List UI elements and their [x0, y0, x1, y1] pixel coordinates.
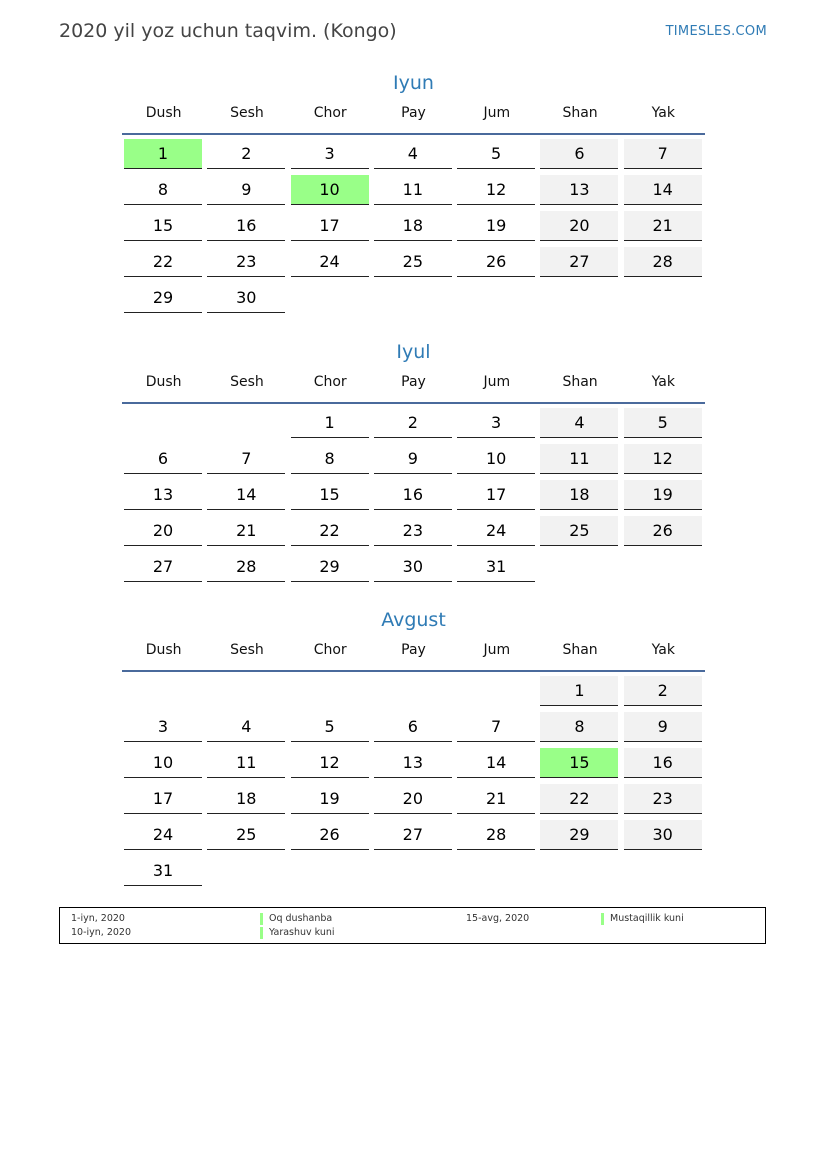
legend-date: 1-iyn, 2020: [71, 913, 125, 924]
week-row: [122, 552, 705, 588]
week-row: [122, 175, 705, 211]
day-cell: 25: [207, 820, 285, 850]
weekday-header: [122, 103, 705, 135]
month-june: [122, 69, 705, 319]
weekday-label: Yak: [651, 105, 675, 121]
day-cell: 2: [207, 139, 285, 169]
weekday-label: Sesh: [230, 374, 264, 390]
day-cell: 16: [374, 480, 452, 510]
weekday-label: Dush: [145, 642, 182, 658]
empty-cell: [540, 552, 618, 582]
empty-cell: [291, 676, 369, 706]
day-cell: 6: [124, 444, 202, 474]
day-cell: 21: [624, 211, 702, 241]
weekday-header: [122, 640, 705, 672]
day-cell: 6: [540, 139, 618, 169]
weekday-label: Shan: [562, 105, 598, 121]
weeks: [122, 672, 705, 892]
day-cell: 10: [124, 748, 202, 778]
day-cell: 8: [540, 712, 618, 742]
week-row: [122, 408, 705, 444]
day-cell: 26: [624, 516, 702, 546]
day-cell: 9: [624, 712, 702, 742]
day-cell: 5: [624, 408, 702, 438]
day-cell: 9: [374, 444, 452, 474]
day-cell: 4: [374, 139, 452, 169]
day-cell: 15: [540, 748, 618, 778]
weekday-label: Jum: [483, 105, 511, 121]
day-cell: 27: [374, 820, 452, 850]
day-cell: 10: [291, 175, 369, 205]
day-cell: 19: [624, 480, 702, 510]
week-row: [122, 784, 705, 820]
month-name: Iyun: [393, 72, 434, 94]
day-cell: 1: [291, 408, 369, 438]
day-cell: 5: [457, 139, 535, 169]
day-cell: 9: [207, 175, 285, 205]
week-row: [122, 211, 705, 247]
day-cell: 3: [291, 139, 369, 169]
empty-cell: [457, 283, 535, 313]
day-cell: 7: [624, 139, 702, 169]
day-cell: 1: [540, 676, 618, 706]
empty-cell: [207, 676, 285, 706]
day-cell: 8: [291, 444, 369, 474]
month-july: [122, 338, 705, 588]
day-cell: 21: [207, 516, 285, 546]
day-cell: 30: [374, 552, 452, 582]
weekday-label: Yak: [651, 642, 675, 658]
day-cell: 27: [540, 247, 618, 277]
week-row: [122, 247, 705, 283]
day-cell: 15: [291, 480, 369, 510]
empty-cell: [124, 408, 202, 438]
day-cell: 8: [124, 175, 202, 205]
day-cell: 29: [291, 552, 369, 582]
day-cell: 30: [624, 820, 702, 850]
day-cell: 22: [291, 516, 369, 546]
weekday-label: Sesh: [230, 642, 264, 658]
weekday-header: [122, 372, 705, 404]
day-cell: 26: [291, 820, 369, 850]
day-cell: 13: [374, 748, 452, 778]
day-cell: 31: [124, 856, 202, 886]
day-cell: 7: [457, 712, 535, 742]
day-cell: 19: [291, 784, 369, 814]
weekday-label: Dush: [145, 374, 182, 390]
holiday-legend: [59, 907, 766, 944]
week-row: [122, 676, 705, 712]
day-cell: 5: [291, 712, 369, 742]
day-cell: 3: [457, 408, 535, 438]
empty-cell: [207, 856, 285, 886]
empty-cell: [374, 856, 452, 886]
empty-cell: [624, 856, 702, 886]
weekday-label: Chor: [313, 105, 347, 121]
day-cell: 23: [624, 784, 702, 814]
day-cell: 17: [124, 784, 202, 814]
empty-cell: [291, 856, 369, 886]
day-cell: 20: [374, 784, 452, 814]
day-cell: 25: [374, 247, 452, 277]
day-cell: 20: [124, 516, 202, 546]
weekday-label: Sesh: [230, 105, 264, 121]
day-cell: 10: [457, 444, 535, 474]
day-cell: 18: [374, 211, 452, 241]
legend-date: 10-iyn, 2020: [71, 927, 132, 938]
day-cell: 28: [624, 247, 702, 277]
weekday-label: Yak: [651, 374, 675, 390]
weekday-label: Dush: [145, 105, 182, 121]
day-cell: 21: [457, 784, 535, 814]
weekday-label: Jum: [483, 374, 511, 390]
day-cell: 23: [207, 247, 285, 277]
day-cell: 2: [624, 676, 702, 706]
page-title: 2020 yil yoz uchun taqvim. (Kongo): [59, 20, 397, 42]
week-row: [122, 139, 705, 175]
day-cell: 6: [374, 712, 452, 742]
day-cell: 20: [540, 211, 618, 241]
day-cell: 23: [374, 516, 452, 546]
day-cell: 14: [207, 480, 285, 510]
empty-cell: [457, 676, 535, 706]
empty-cell: [540, 856, 618, 886]
day-cell: 14: [624, 175, 702, 205]
legend-holiday-name: Yarashuv kuni: [260, 927, 335, 939]
day-cell: 29: [124, 283, 202, 313]
week-row: [122, 480, 705, 516]
empty-cell: [624, 283, 702, 313]
weeks: [122, 404, 705, 588]
week-row: [122, 748, 705, 784]
weekday-label: Shan: [562, 642, 598, 658]
weeks: [122, 135, 705, 319]
day-cell: 3: [124, 712, 202, 742]
empty-cell: [624, 552, 702, 582]
day-cell: 19: [457, 211, 535, 241]
week-row: [122, 283, 705, 319]
day-cell: 12: [624, 444, 702, 474]
empty-cell: [540, 283, 618, 313]
week-row: [122, 820, 705, 856]
day-cell: 17: [457, 480, 535, 510]
legend-holiday-name: Oq dushanba: [260, 913, 332, 925]
day-cell: 28: [207, 552, 285, 582]
weekday-label: Jum: [483, 642, 511, 658]
empty-cell: [457, 856, 535, 886]
day-cell: 24: [124, 820, 202, 850]
week-row: [122, 516, 705, 552]
day-cell: 27: [124, 552, 202, 582]
day-cell: 31: [457, 552, 535, 582]
week-row: [122, 712, 705, 748]
day-cell: 16: [624, 748, 702, 778]
weekday-label: Pay: [401, 374, 426, 390]
empty-cell: [207, 408, 285, 438]
month-name: Iyul: [396, 341, 431, 363]
day-cell: 28: [457, 820, 535, 850]
empty-cell: [374, 283, 452, 313]
day-cell: 22: [124, 247, 202, 277]
month-august: [122, 606, 705, 892]
day-cell: 26: [457, 247, 535, 277]
week-row: [122, 444, 705, 480]
legend-holiday-name: Mustaqillik kuni: [601, 913, 684, 925]
legend-date: 15-avg, 2020: [466, 913, 530, 924]
empty-cell: [291, 283, 369, 313]
empty-cell: [374, 676, 452, 706]
day-cell: 7: [207, 444, 285, 474]
day-cell: 4: [540, 408, 618, 438]
day-cell: 1: [124, 139, 202, 169]
day-cell: 22: [540, 784, 618, 814]
day-cell: 13: [540, 175, 618, 205]
day-cell: 14: [457, 748, 535, 778]
day-cell: 17: [291, 211, 369, 241]
week-row: [122, 856, 705, 892]
day-cell: 16: [207, 211, 285, 241]
weekday-label: Pay: [401, 642, 426, 658]
weekday-label: Chor: [313, 642, 347, 658]
day-cell: 12: [291, 748, 369, 778]
weekday-label: Shan: [562, 374, 598, 390]
day-cell: 18: [207, 784, 285, 814]
empty-cell: [124, 676, 202, 706]
day-cell: 12: [457, 175, 535, 205]
day-cell: 11: [540, 444, 618, 474]
day-cell: 30: [207, 283, 285, 313]
day-cell: 13: [124, 480, 202, 510]
weekday-label: Chor: [313, 374, 347, 390]
month-name: Avgust: [381, 609, 446, 631]
day-cell: 29: [540, 820, 618, 850]
day-cell: 2: [374, 408, 452, 438]
day-cell: 11: [374, 175, 452, 205]
day-cell: 4: [207, 712, 285, 742]
day-cell: 11: [207, 748, 285, 778]
day-cell: 15: [124, 211, 202, 241]
day-cell: 18: [540, 480, 618, 510]
weekday-label: Pay: [401, 105, 426, 121]
day-cell: 24: [291, 247, 369, 277]
day-cell: 24: [457, 516, 535, 546]
day-cell: 25: [540, 516, 618, 546]
site-link[interactable]: TIMESLES.COM: [665, 24, 767, 39]
